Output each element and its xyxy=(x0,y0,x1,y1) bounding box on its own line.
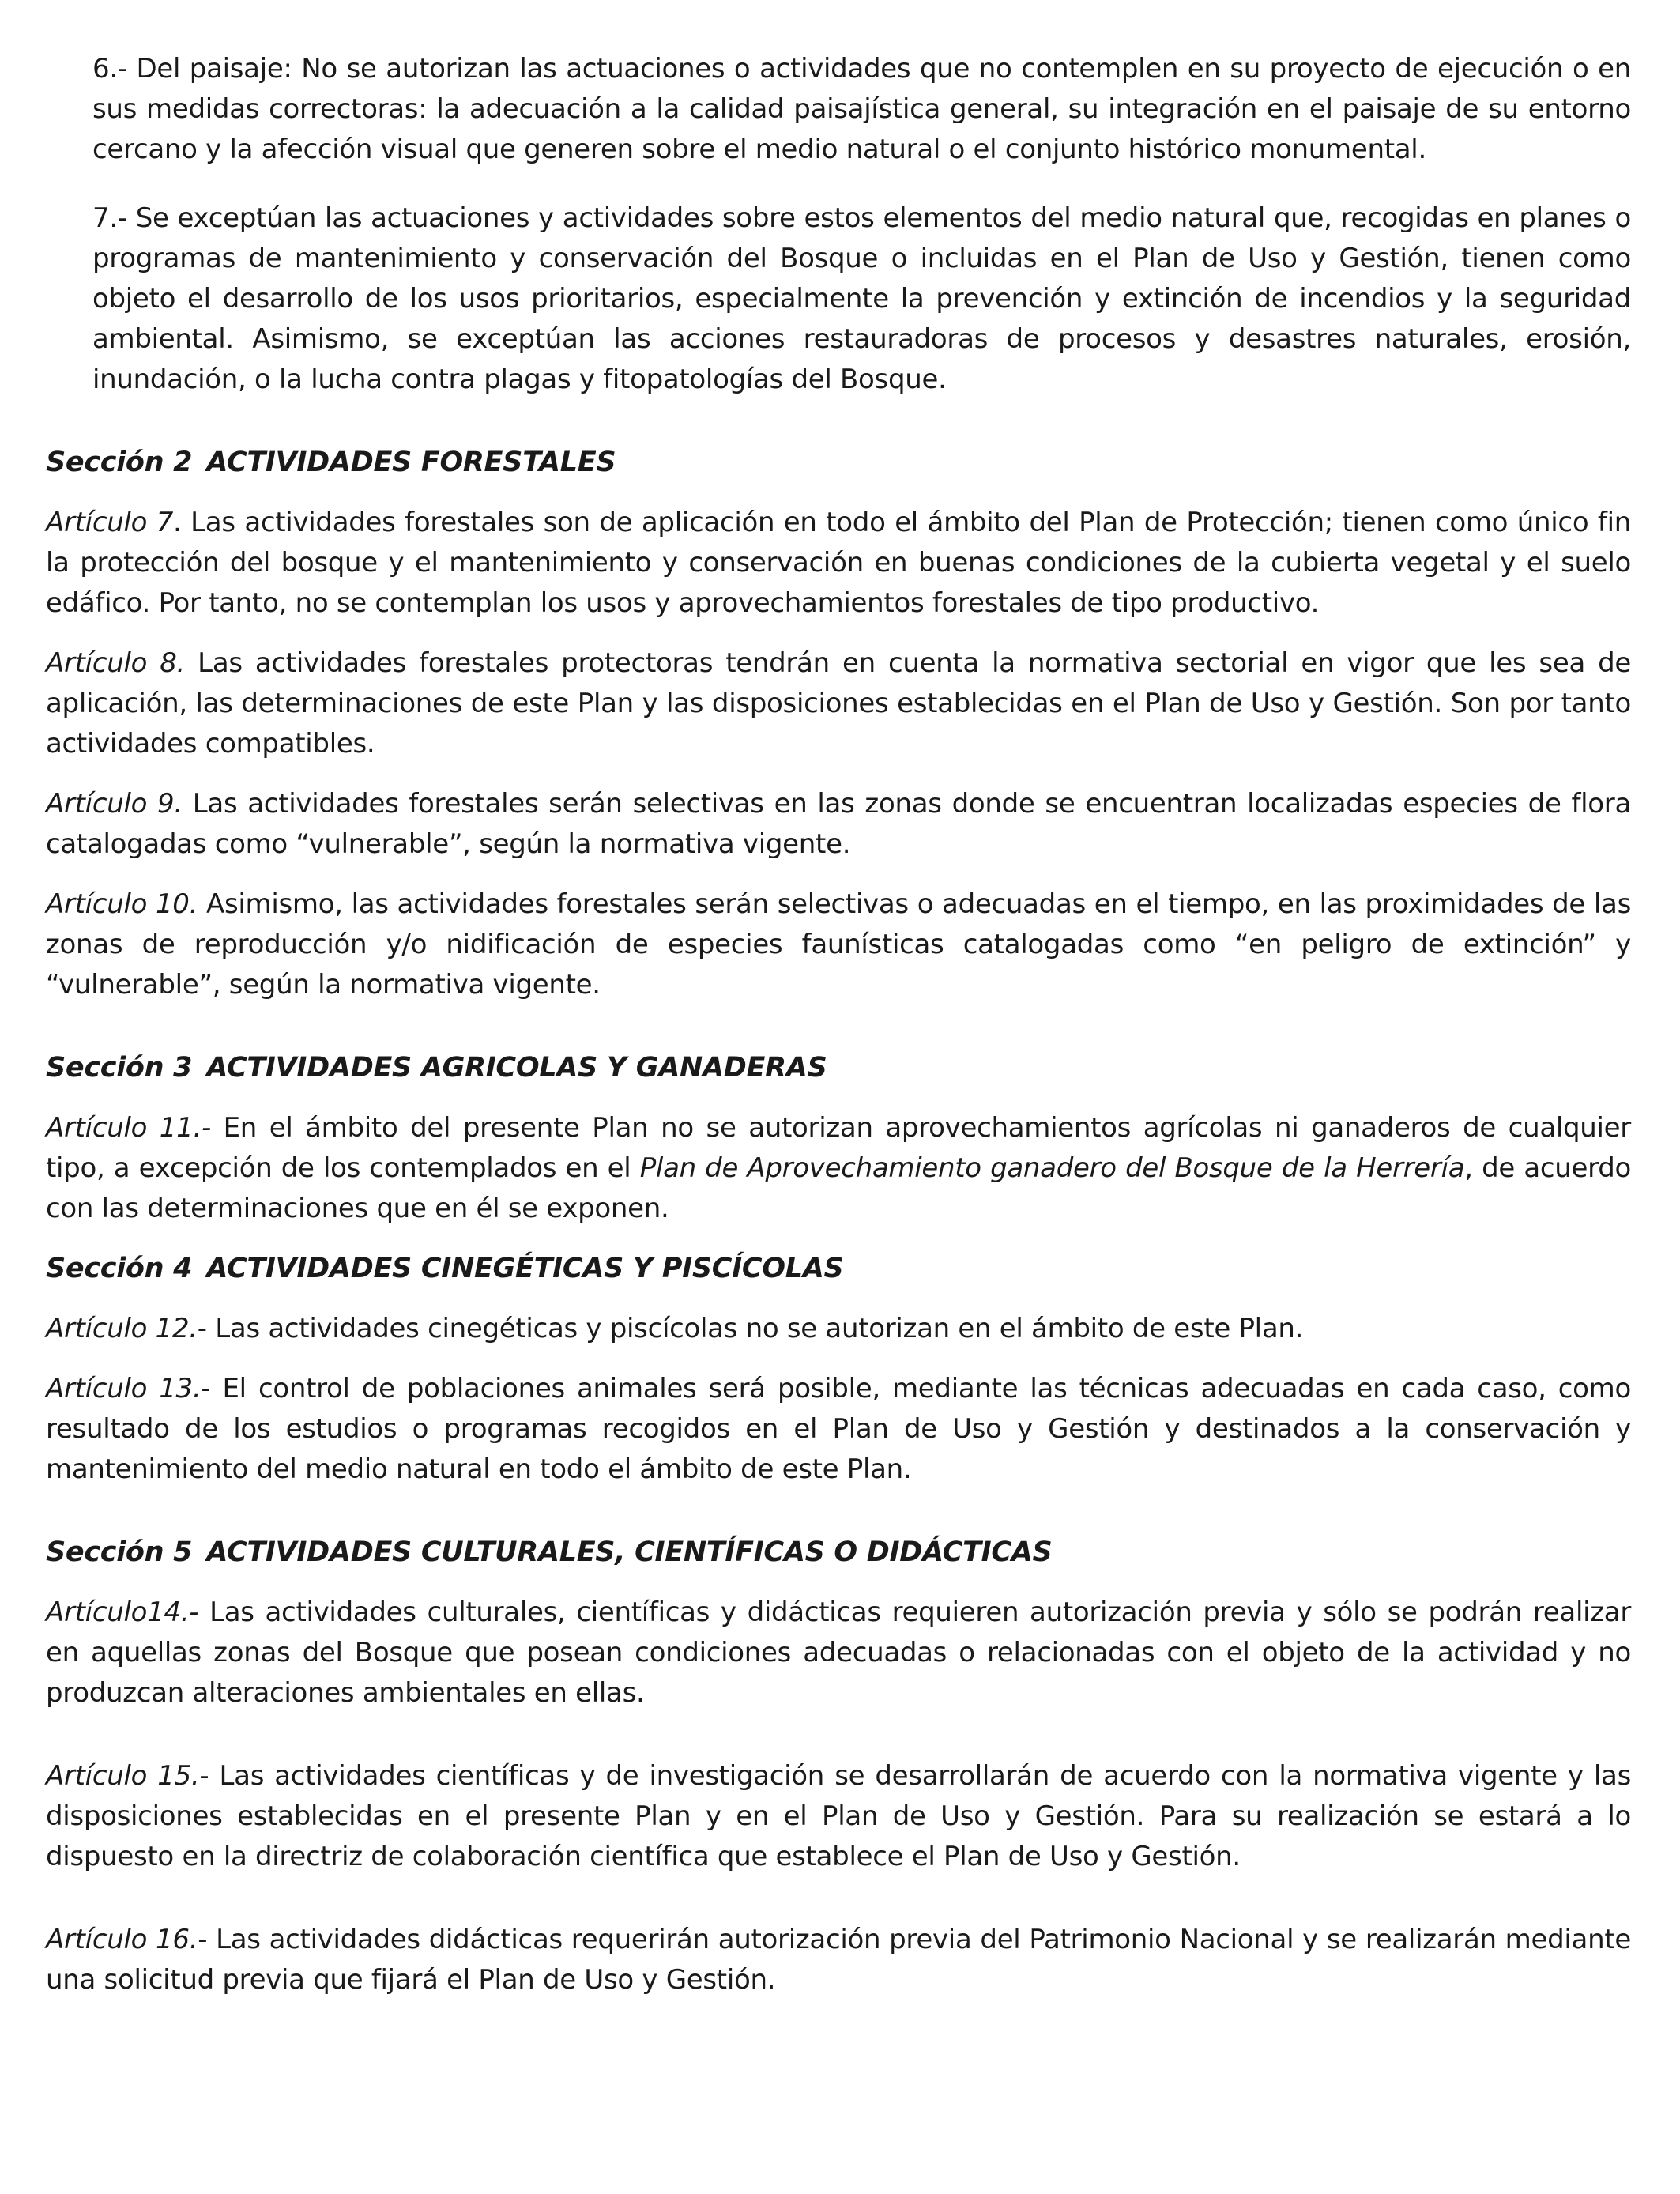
article-11-text-before: En el ámbito del presente Plan no se autorizan aprovechamientos agrícolas ni ganaderos de cualquier tipo, a excepción de los contemplados en el xyxy=(46,1112,1631,1184)
article-14-label: Artículo14.- xyxy=(46,1596,199,1628)
article-9-label: Artículo 9. xyxy=(46,788,183,820)
article-11-plan-title: Plan de Aprovechamiento ganadero del Bosque de la Herrería xyxy=(639,1152,1465,1184)
section-5-name: ACTIVIDADES CULTURALES, CIENTÍFICAS O DIDÁCTICAS xyxy=(206,1536,1053,1568)
article-11-text-after: , de acuerdo con las determinaciones que en él se exponen. xyxy=(46,1152,1631,1224)
article-16-text: - Las actividades didácticas requerirán autorización previa del Patrimonio Nacional y se realizarán mediante una solicitud previa que fijará el Plan de Uso y Gestión. xyxy=(46,1924,1631,1996)
article-9-text: Las actividades forestales serán selectivas en las zonas donde se encuentran localizadas especies de flora catalogadas como “vulnerable”, según la normativa vigente. xyxy=(46,788,1632,860)
article-12 xyxy=(46,1309,1631,1349)
section-2-name: ACTIVIDADES FORESTALES xyxy=(206,447,616,478)
section-5-number: Sección 5 xyxy=(46,1536,193,1568)
article-9 xyxy=(46,784,1631,865)
section-4-heading xyxy=(46,1249,1631,1289)
paragraph-6-paisaje: 6.- Del paisaje: No se autorizan las actuaciones o actividades que no contemplen en su proyecto de ejecución o en sus medidas correctoras: la adecuación a la calidad paisajística general, su integración en el paisaje de su entorno cercano y la afección visual que generen sobre el medio natural o el conjunto histórico monumental. xyxy=(92,53,1631,165)
section-3-number: Sección 3 xyxy=(46,1052,193,1084)
section-3-heading xyxy=(46,1048,1631,1088)
article-8-label: Artículo 8. xyxy=(46,647,186,679)
article-14-text: Las actividades culturales, científicas y didácticas requieren autorización previa y sólo se podrán realizar en aquellas zonas del Bosque que posean condiciones adecuadas o relacionadas con el objeto de la actividad y no produzcan alteraciones ambientales en ellas. xyxy=(46,1596,1631,1709)
section-4-number: Sección 4 xyxy=(46,1253,193,1284)
article-15-label: Artículo 15. xyxy=(46,1760,200,1792)
article-16 xyxy=(46,1920,1631,2000)
paragraph-7-excepciones: 7.- Se exceptúan las actuaciones y actividades sobre estos elementos del medio natural que, recogidas en planes o programas de mantenimiento y conservación del Bosque o incluidas en el Plan de Uso y Gestión, tienen como objeto el desarrollo de los usos prioritarios, especialmente la prevención y extinción de incendios y la seguridad ambiental. Asimismo, se exceptúan las acciones restauradoras de procesos y desastres naturales, erosión, inundación, o la lucha contra plagas y fitopatologías del Bosque. xyxy=(92,202,1631,395)
article-15 xyxy=(46,1756,1631,1877)
article-10-label: Artículo 10. xyxy=(46,888,198,920)
article-7-text: . Las actividades forestales son de aplicación en todo el ámbito del Plan de Protección; tienen como único fin la protección del bosque y el mantenimiento y conservación en buenas condiciones de la cubierta vegetal y el suelo edáfico. Por tanto, no se contemplan los usos y aprovechamientos forestales de tipo productivo. xyxy=(46,507,1631,619)
article-12-text: - Las actividades cinegéticas y piscícolas no se autorizan en el ámbito de este Plan. xyxy=(197,1313,1304,1344)
article-13-text: - El control de poblaciones animales será posible, mediante las técnicas adecuadas en cada caso, como resultado de los estudios o programas recogidos en el Plan de Uso y Gestión y destinados a la conservación y mantenimiento del medio natural en todo el ámbito de este Plan. xyxy=(46,1373,1631,1485)
article-12-label: Artículo 12. xyxy=(46,1313,198,1344)
section-2-heading xyxy=(46,443,1631,483)
article-10 xyxy=(46,884,1631,1005)
article-16-label: Artículo 16. xyxy=(46,1924,198,1955)
article-7-label: Artículo 7 xyxy=(46,507,174,538)
section-2-number: Sección 2 xyxy=(46,447,193,478)
section-5-heading xyxy=(46,1532,1631,1573)
article-10-text: Asimismo, las actividades forestales serán selectivas o adecuadas en el tiempo, en las proximidades de las zonas de reproducción y/o nidificación de especies faunísticas catalogadas como “en peligro de extinción” y “vulnerable”, según la normativa vigente. xyxy=(46,888,1631,1001)
article-8-text: Las actividades forestales protectoras tendrán en cuenta la normativa sectorial en vigor que les sea de aplicación, las determinaciones de este Plan y las disposiciones establecidas en el Plan de Uso y Gestión. Son por tanto actividades compatibles. xyxy=(46,647,1631,760)
article-11 xyxy=(46,1108,1631,1229)
article-8 xyxy=(46,643,1631,764)
article-15-text: - Las actividades científicas y de investigación se desarrollarán de acuerdo con la normativa vigente y las disposiciones establecidas en el presente Plan y en el Plan de Uso y Gestión. Para su realización se estará a lo dispuesto en la directriz de colaboración científica que establece el Plan de Uso y Gestión. xyxy=(46,1760,1631,1872)
article-7 xyxy=(46,503,1631,624)
section-3-name: ACTIVIDADES AGRICOLAS Y GANADERAS xyxy=(206,1052,827,1084)
section-4-name: ACTIVIDADES CINEGÉTICAS Y PISCÍCOLAS xyxy=(206,1253,844,1284)
article-14 xyxy=(46,1593,1631,1713)
article-13-label: Artículo 13. xyxy=(46,1373,202,1404)
article-13 xyxy=(46,1369,1631,1490)
article-11-label: Artículo 11.- xyxy=(46,1112,211,1144)
